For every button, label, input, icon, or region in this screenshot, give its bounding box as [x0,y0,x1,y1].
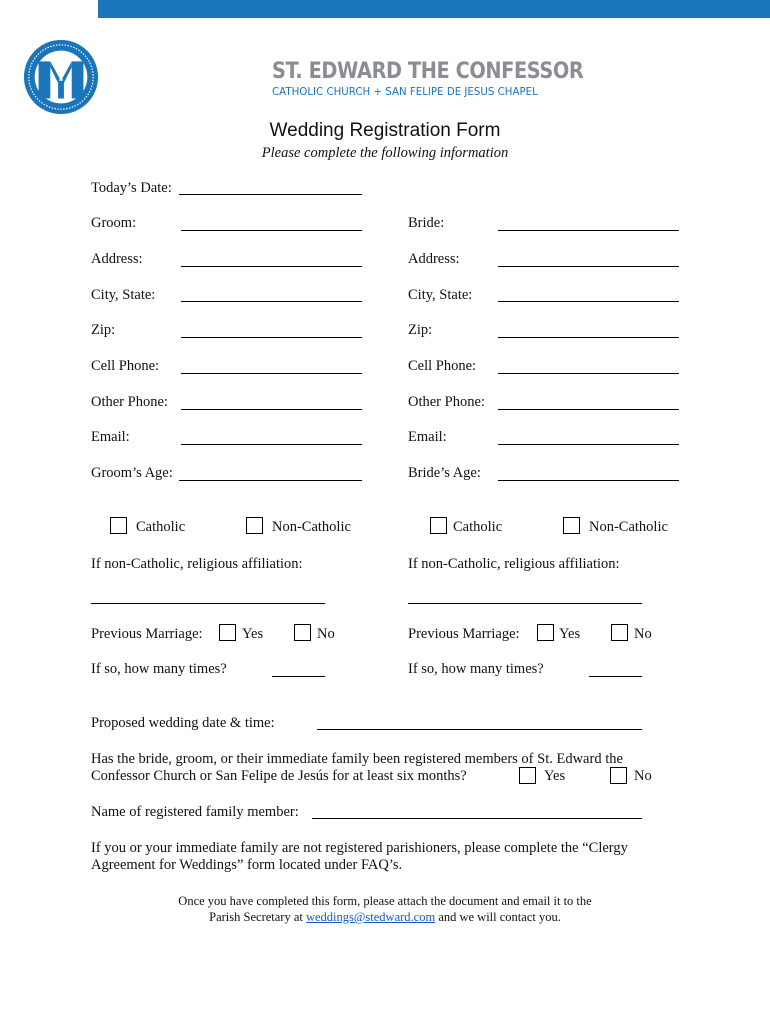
bride-times-field[interactable] [589,676,642,677]
bride-zip-label: Zip: [408,322,433,338]
groom-other-phone-label: Other Phone: [91,394,168,410]
todays-date-field[interactable] [179,194,362,195]
wedding-date-label: Proposed wedding date & time: [91,715,275,731]
bride-name-field[interactable] [498,230,679,231]
bride-affiliation-label: If non-Catholic, religious affiliation: [408,556,620,572]
bride-non-catholic-label: Non-Catholic [589,519,668,535]
groom-catholic-checkbox[interactable] [110,517,127,534]
bride-previous-marriage-no-checkbox[interactable] [611,624,628,641]
groom-address-field[interactable] [181,266,362,267]
groom-name-field[interactable] [181,230,362,231]
registered-no-checkbox[interactable] [610,767,627,784]
bride-other-phone-field[interactable] [498,409,679,410]
groom-city-state-label: City, State: [91,287,156,303]
footer-email-link[interactable]: weddings@stedward.com [305,910,436,924]
bride-other-phone-label: Other Phone: [408,394,485,410]
church-name: ST. EDWARD THE CONFESSOR [272,58,584,84]
groom-affiliation-label: If non-Catholic, religious affiliation: [91,556,303,572]
groom-city-state-field[interactable] [181,301,362,302]
groom-previous-marriage-no-checkbox[interactable] [294,624,311,641]
groom-affiliation-field[interactable] [91,603,325,604]
groom-previous-marriage-yes-checkbox[interactable] [219,624,236,641]
bride-catholic-checkbox[interactable] [430,517,447,534]
groom-cell-phone-field[interactable] [181,373,362,374]
bride-age-field[interactable] [498,480,679,481]
footer-line1: Once you have completed this form, please attach the document and email it to the [178,894,592,908]
registered-yes-checkbox[interactable] [519,767,536,784]
clergy-note-line2: Agreement for Weddings” form located under FAQ’s. [91,857,403,873]
registered-question-line1: Has the bride, groom, or their immediate family been registered members of St. Edward the [91,751,623,767]
todays-date-label: Today’s Date: [91,180,172,196]
bride-catholic-label: Catholic [453,519,503,535]
bride-previous-marriage-yes-label: Yes [559,626,581,642]
groom-previous-marriage-yes-label: Yes [242,626,264,642]
family-member-field[interactable] [312,818,642,819]
bride-cell-phone-label: Cell Phone: [408,358,477,374]
groom-other-phone-field[interactable] [181,409,362,410]
bride-affiliation-field[interactable] [408,603,642,604]
groom-email-label: Email: [91,429,130,445]
groom-previous-marriage-no-label: No [317,626,335,642]
clergy-note-line1: If you or your immediate family are not registered parishioners, please complete the “Clergy [91,840,628,856]
registered-yes-label: Yes [544,768,566,784]
bride-email-field[interactable] [498,444,679,445]
groom-zip-label: Zip: [91,322,116,338]
groom-name-label: Groom: [91,215,137,231]
groom-times-field[interactable] [272,676,325,677]
bride-non-catholic-checkbox[interactable] [563,517,580,534]
groom-email-field[interactable] [181,444,362,445]
bride-zip-field[interactable] [498,337,679,338]
registered-question-line2: Confessor Church or San Felipe de Jesús for at least six months? [91,768,467,784]
family-member-label: Name of registered family member: [91,804,299,820]
bride-city-state-field[interactable] [498,301,679,302]
groom-zip-field[interactable] [181,337,362,338]
groom-previous-marriage-label: Previous Marriage: [91,626,203,642]
groom-age-label: Groom’s Age: [91,465,173,481]
groom-non-catholic-checkbox[interactable] [246,517,263,534]
bride-address-label: Address: [408,251,460,267]
bride-email-label: Email: [408,429,447,445]
bride-address-field[interactable] [498,266,679,267]
bride-cell-phone-field[interactable] [498,373,679,374]
form-subtitle: Please complete the following information [261,145,509,161]
bride-age-label: Bride’s Age: [408,465,481,481]
groom-cell-phone-label: Cell Phone: [91,358,160,374]
bride-city-state-label: City, State: [408,287,473,303]
top-banner [98,0,770,18]
groom-non-catholic-label: Non-Catholic [272,519,351,535]
bride-previous-marriage-yes-checkbox[interactable] [537,624,554,641]
groom-times-label: If so, how many times? [91,661,227,677]
form-title: Wedding Registration Form [269,120,501,141]
groom-catholic-label: Catholic [136,519,186,535]
bride-times-label: If so, how many times? [408,661,544,677]
church-subtitle: CATHOLIC CHURCH + SAN FELIPE DE JESUS CHAPEL [272,85,538,98]
church-logo-icon [22,38,100,116]
bride-name-label: Bride: [408,215,445,231]
groom-age-field[interactable] [179,480,362,481]
footer-line2-before: Parish Secretary at [209,910,303,924]
groom-address-label: Address: [91,251,143,267]
wedding-date-field[interactable] [317,729,642,730]
footer-line2-after: and we will contact you. [438,910,561,924]
footer-line2 [0,910,770,925]
bride-previous-marriage-no-label: No [634,626,652,642]
bride-previous-marriage-label: Previous Marriage: [408,626,520,642]
registered-no-label: No [634,768,652,784]
